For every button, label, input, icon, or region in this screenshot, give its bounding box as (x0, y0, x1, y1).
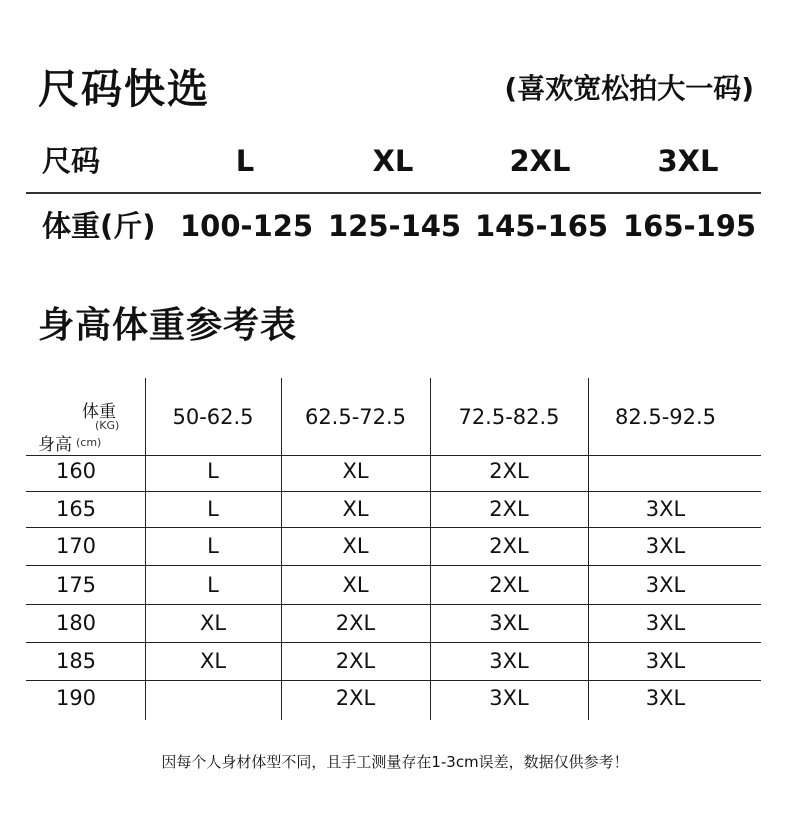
quick-size-table (26, 130, 761, 258)
weight-range-header: 72.5-82.5 (458, 405, 560, 429)
size-row-label: 尺码 (42, 144, 101, 178)
weight-row-label: 体重(斤) (42, 209, 156, 243)
size-cell: 2XL (335, 649, 376, 673)
size-cell: XL (199, 649, 227, 673)
size-cell: XL (342, 497, 369, 521)
size-cell: 2XL (489, 534, 529, 558)
size-cell: XL (342, 534, 369, 558)
height-cell: 180 (55, 611, 97, 635)
size-cell: 2XL (489, 459, 529, 483)
height-weight-table (26, 378, 761, 720)
size-cell: XL (372, 144, 414, 178)
height-cell: 160 (55, 459, 97, 483)
weight-cell: 100-125 (180, 209, 314, 243)
size-row (26, 130, 761, 194)
size-cell: 3XL (489, 611, 529, 635)
size-cell: 2XL (335, 611, 376, 635)
quick-select-title: 尺码快选 (38, 65, 210, 113)
size-cell: 3XL (645, 534, 686, 558)
size-cell: 3XL (645, 649, 686, 673)
row-divider (26, 565, 761, 566)
row-divider (26, 455, 761, 456)
weight-range-header: 50-62.5 (172, 405, 254, 429)
size-cell: 2XL (489, 573, 529, 597)
weight-row (26, 194, 761, 258)
quick-select-note: (喜欢宽松拍大一码) (504, 72, 754, 105)
size-cell: L (207, 534, 219, 558)
size-cell: 3XL (645, 611, 686, 635)
size-cell: 3XL (645, 686, 686, 710)
size-cell: L (207, 459, 219, 483)
size-cell: L (207, 497, 219, 521)
footnote: 因每个人身材体型不同，且手工测量存在1-3cm误差，数据仅供参考！ (161, 753, 629, 771)
size-cell: XL (342, 459, 369, 483)
row-divider (26, 642, 761, 643)
row-divider (26, 604, 761, 605)
reference-title: 身高体重参考表 (38, 305, 298, 346)
corner-weight-label: 体重 (82, 402, 116, 422)
size-cell: 2XL (335, 686, 376, 710)
size-cell: 2XL (509, 144, 571, 178)
height-cell: 175 (55, 573, 97, 597)
weight-cell: 125-145 (328, 209, 462, 243)
height-cell: 190 (55, 686, 97, 710)
size-cell: L (207, 573, 219, 597)
size-cell: L (235, 144, 255, 178)
height-cell: 185 (55, 649, 97, 673)
size-cell: 2XL (489, 497, 529, 521)
weight-range-header: 82.5-92.5 (614, 405, 717, 429)
weight-cell: 165-195 (623, 209, 757, 243)
row-divider (26, 680, 761, 681)
corner-height-unit: (cm) (76, 436, 102, 449)
corner-height-label: 身高 (38, 435, 72, 455)
size-cell: XL (342, 573, 369, 597)
row-divider (26, 527, 761, 528)
size-cell: 3XL (489, 649, 529, 673)
height-cell: 170 (55, 534, 97, 558)
row-divider (26, 491, 761, 492)
size-cell: 3XL (657, 144, 719, 178)
corner-weight-unit: (KG) (95, 419, 120, 432)
size-cell: XL (199, 611, 227, 635)
weight-range-header: 62.5-72.5 (304, 405, 407, 429)
size-cell: 3XL (489, 686, 529, 710)
weight-cell: 145-165 (475, 209, 609, 243)
size-cell: 3XL (645, 573, 686, 597)
height-cell: 165 (55, 497, 97, 521)
size-cell: 3XL (645, 497, 686, 521)
